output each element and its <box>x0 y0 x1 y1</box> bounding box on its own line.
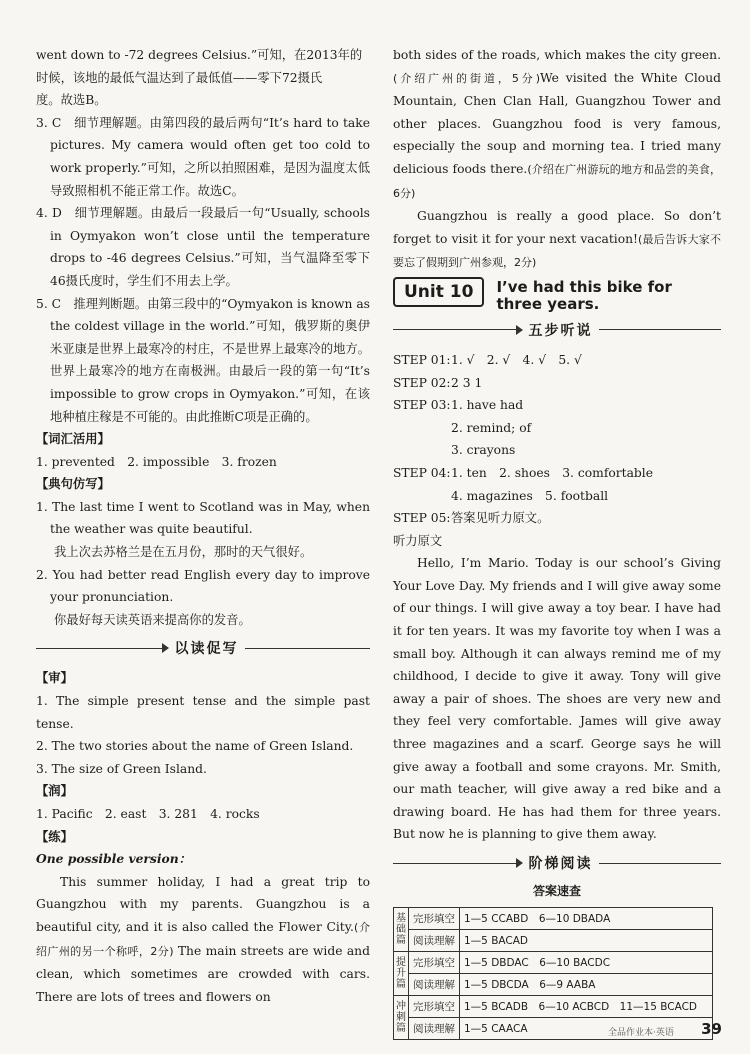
answer-cell: 1—5 BCADB 6—10 ACBCD 11—15 BCACD <box>460 996 713 1018</box>
triangle-icon <box>516 858 523 868</box>
section-title: 以读促写 <box>174 641 239 658</box>
essay-text: both sides of the roads, which makes the city green. <box>393 48 721 62</box>
section-title: 阶梯阅读 <box>528 856 593 872</box>
vocab-heading: 【词汇活用】 <box>36 432 110 447</box>
essay-text: This summer holiday, I had a great trip to Guangzhou with my parents. Guangzhou is a beautiful city, and it is also called the Flower City. <box>36 874 370 934</box>
group-cell: 提升篇 <box>394 952 409 996</box>
group-cell: 冲刺篇 <box>394 996 409 1040</box>
listening-heading: 听力原文 <box>393 533 443 548</box>
essay-note: (介绍在广州游玩的地方和品尝的美食，6分) <box>393 162 721 200</box>
page-number: 39 <box>701 1020 722 1038</box>
answer-continuation-line: 时候，该地的最低气温达到了最低值——零下72摄氏 <box>36 70 323 85</box>
type-cell: 完形填空 <box>409 908 460 930</box>
answer-continuation-line: went down to -72 degrees Celsius.”可知，在2013年的 <box>36 48 363 62</box>
triangle-icon <box>516 325 523 335</box>
shen-item: 2. The two stories about the name of Green Island. <box>36 739 354 754</box>
step-answer: 1. √ 2. √ 4. √ 5. √ <box>451 352 582 367</box>
step-answer: 2 3 1 <box>451 375 483 390</box>
step-label: STEP 05: <box>393 511 451 526</box>
lian-heading: 【练】 <box>36 829 73 844</box>
essay-text: Guangzhou is really a good place. So don’t forget to visit it for your next vacation! <box>393 209 721 246</box>
step-label: STEP 01: <box>393 352 451 367</box>
step-label: STEP 04: <box>393 465 451 480</box>
possible-version-label: One possible version： <box>36 851 191 867</box>
listening-transcript: Hello, I’m Mario. Today is our school’s Giving Your Love Day. My friends and I will give away some of our things. I will give away a toy bear. I have had it for ten years. It was my favorite toy when I was a small boy. Although it can always remind me of my childhood, I decide to give it away. Tony will give away a pair of shoes. The shoes are very new and they feel very comfortable. James will give away three magazines and a scarf. George says he will give away a football and some crayons. Mr. Smith, our math teacher, will give away a red bike and a drawing board. He has had them for three years. But now he is planning to give them away. <box>393 556 721 842</box>
section-header-read-write <box>36 639 370 657</box>
step-01 <box>393 349 721 372</box>
step-answer: 1. have had <box>451 398 524 413</box>
step-answer: 3. crayons <box>451 443 516 458</box>
step-answer: 4. magazines 5. football <box>451 488 609 503</box>
typical-sentence-heading: 【典句仿写】 <box>36 477 110 492</box>
answer-cell: 1—5 BACAD <box>460 930 713 952</box>
footer-text: 全品作业本·英语 <box>608 1028 674 1038</box>
left-column <box>36 44 370 1008</box>
run-heading: 【润】 <box>36 784 73 799</box>
unit-heading <box>393 277 721 313</box>
answer-cell: 1—5 CCABD 6—10 DBADA <box>460 908 713 930</box>
table-row <box>394 952 713 974</box>
step-label: STEP 02: <box>393 375 451 390</box>
essay-note: (介绍广州的另一个称呼，2分) <box>36 920 370 958</box>
section-header-reading <box>393 854 721 872</box>
section-title: 五步听说 <box>528 322 593 339</box>
answer-q4: 4. D 细节理解题。由最后一段最后一句“Usually, schools in Oymyakon won’t close until the temperature drops to -46 degrees Celsius.”可知，当气温降至零下46摄氏度时，学生们不用去上学。 <box>36 206 370 288</box>
essay-continuation <box>393 44 721 205</box>
shen-item: 1. The simple present tense and the simple past tense. <box>36 694 370 731</box>
essay-text: We visited the White Cloud Mountain, Chen Clan Hall, Guangzhou Tower and other places. Guangzhou food is very famous, especially the soup and morning tea. I tried many delicious foods there. <box>393 70 721 176</box>
answer-table <box>393 907 713 1040</box>
answer-cell: 1—5 CAACA <box>460 1018 713 1040</box>
type-cell: 阅读理解 <box>409 1018 460 1040</box>
answer-q3: 3. C 细节理解题。由第四段的最后两句“It’s hard to take pictures. My camera would often get too cold to work properly.”可知，之所以拍照困难，是因为温度太低导致照相机不能正常工作。故选C。 <box>36 115 370 198</box>
type-cell: 阅读理解 <box>409 974 460 996</box>
vocab-answers: 1. prevented 2. impossible 3. frozen <box>36 454 277 469</box>
step-04 <box>393 462 721 507</box>
essay-note: (最后告诉大家不要忘了假期到广州参观，2分) <box>393 232 721 270</box>
typical-sentence-2-cn: 你最好每天读英语来提高你的发音。 <box>54 612 251 627</box>
essay-ending <box>393 205 721 275</box>
answer-cell: 1—5 DBCDA 6—9 AABA <box>460 974 713 996</box>
unit-label: Unit 10 <box>393 277 484 307</box>
essay-text-2: The main streets are wide and clean, which sometimes are crowded with cars. There are lots of trees and flowers on <box>36 943 370 1004</box>
section-header-listening <box>393 321 721 339</box>
step-answer: 答案见听力原文。 <box>451 511 550 526</box>
type-cell: 完形填空 <box>409 996 460 1018</box>
table-row <box>394 908 713 930</box>
step-03 <box>393 394 721 462</box>
table-row <box>394 930 713 952</box>
typical-sentence-1-cn: 我上次去苏格兰是在五月份，那时的天气很好。 <box>54 545 313 560</box>
run-answers: 1. Pacific 2. east 3. 281 4. rocks <box>36 807 260 821</box>
step-answer: 1. ten 2. shoes 3. comfortable <box>451 465 654 480</box>
type-cell: 阅读理解 <box>409 930 460 952</box>
triangle-icon <box>162 643 169 653</box>
step-02 <box>393 372 721 395</box>
essay-note: (介绍广州的街道，5分) <box>393 71 541 85</box>
step-05 <box>393 507 721 530</box>
answer-q5: 5. C 推理判断题。由第三段中的“Oymyakon is known as the coldest village in the world.”可知，俄罗斯的奥伊米亚康是世界上最寒冷的村庄，不是世界上最寒冷的地方。世界上最寒冷的地方在南极洲。由最后一段的第一句“It’s impossible to grow crops in Oymyakon.”可知，在该地种植庄稼是不可能的。由此推断C项是正确的。 <box>36 296 370 424</box>
step-label: STEP 03: <box>393 398 451 413</box>
right-column <box>393 44 721 1040</box>
essay-paragraph <box>36 871 370 1009</box>
table-row <box>394 996 713 1018</box>
answer-cell: 1—5 DBDAC 6—10 BACDC <box>460 952 713 974</box>
answer-continuation-line: 度。故选B。 <box>36 93 107 108</box>
unit-title: I’ve had this bike for three years. <box>496 277 672 313</box>
answer-table-title: 答案速查 <box>532 884 581 898</box>
typical-sentence-1: 1. The last time I went to Scotland was in May, when the weather was quite beautiful. <box>36 499 370 537</box>
table-row <box>394 974 713 996</box>
step-answer: 2. remind; of <box>451 420 532 435</box>
group-cell: 基础篇 <box>394 908 409 952</box>
shen-item: 3. The size of Green Island. <box>36 761 207 776</box>
typical-sentence-2: 2. You had better read English every day to improve your pronunciation. <box>36 567 370 605</box>
type-cell: 完形填空 <box>409 952 460 974</box>
shen-heading: 【审】 <box>36 671 73 686</box>
